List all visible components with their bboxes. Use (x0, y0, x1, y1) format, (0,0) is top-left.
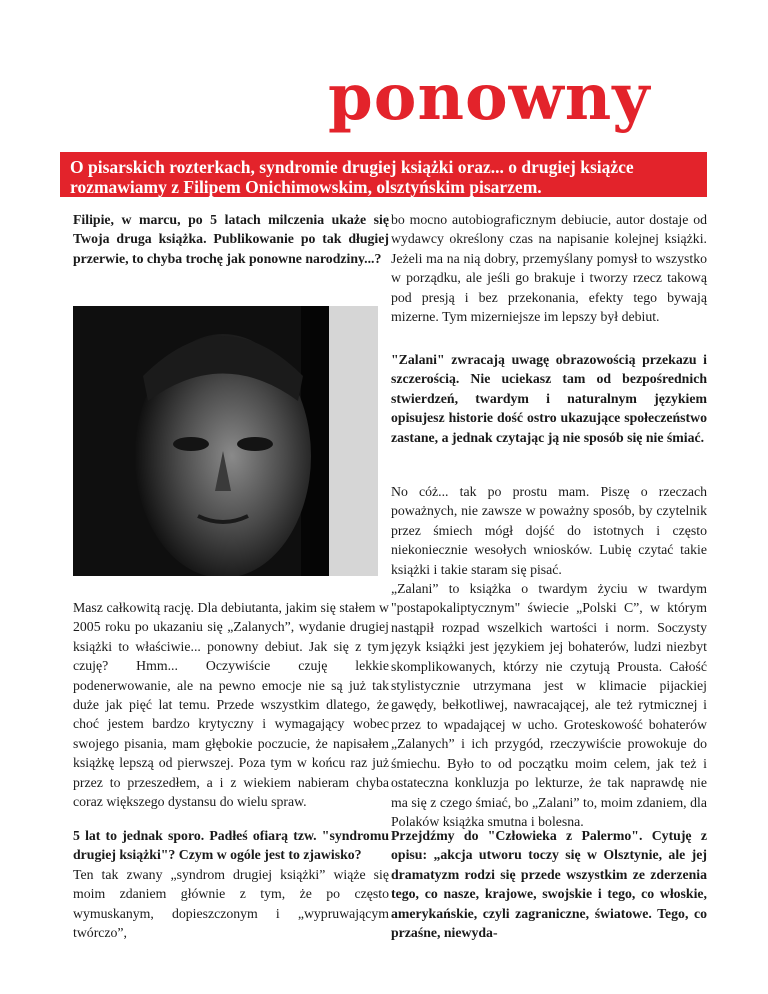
question-3: "Zalani" zwracają uwagę obrazowością przekazu i szczerością. Nie uciekasz tam od bezpośrednich stwierdzeń, twardym i naturalnym językiem opisujesz historie dość ostro ukazujące społeczeństwo zastane, a jednak czytając ją nie sposób się nie śmiać. (391, 352, 707, 445)
magazine-brand: ponowny (328, 60, 651, 135)
author-photo (73, 306, 378, 576)
right-column-answer-3 (391, 482, 707, 831)
right-column-top (391, 210, 707, 326)
right-column-question-4 (391, 826, 707, 942)
answer-2: Ten tak zwany „syndrom drugiej książki” wiąże się moim zdaniem głównie z tym, że po często wymuskanym, dopieszczonym i „wypruwającym twórczo”, (73, 866, 389, 941)
author-portrait-icon (73, 306, 378, 576)
answer-3-part-2: „Zalani” to książka o twardym życiu w twardym "postapokaliptycznym" świecie „Polski C”, w którym nastąpił rozpad wszelkich wartości i norm. Soczysty język książki jest językiem jej bohaterów, ludzi niezbyt skomplikowanych, którzy nie czytują Prousta. Całość stylistycznie utrzymana jest w klimacie pijackiej gawędy, bełkotliwej, nawracającej, ale też rytmicznej i przez to wpadającej w ucho. Groteskowość bohaterów „Zalanych” i ich przygód, rzeczywiście prowokuje do śmiechu. Było to od początku moim celem, jak też i ostateczna konkluzja po lekturze, że tak naprawdę nie ma się z czego śmiać, bo „Zalani” to, moim zdaniem, dla Polaków książka smutna i bolesna. (391, 581, 707, 829)
question-4: Przejdźmy do "Człowieka z Palermo". Cytuję z opisu: „akcja utworu toczy się w Olsztynie, ale jej dramatyzm rodzi się przede wszystkim ze zderzenia tego, co nasze, krajowe, swojskie i tego, co włoskie, amerykańskie, czyli zagraniczne, światowe. Tego, co przaśne, niewyda- (391, 828, 707, 941)
answer-2-continued: bo mocno autobiograficznym debiucie, autor dostaje od wydawcy określony czas na napisanie kolejnej książki. Jeżeli ma na nią dobry, przemyślany pomysł to wszystko w porządku, ale jeśli go brakuje i tworzy rzecz takową pod presją i bez przekonania, efekty tego bywają mizerne. Tym mizerniejsze im lepszy był debiut. (391, 212, 707, 325)
right-column-question-3 (391, 350, 707, 447)
left-column-top (73, 210, 389, 268)
left-column-answer (73, 598, 389, 811)
question-1: Filipie, w marcu, po 5 latach milczenia ukaże się Twoja druga książka. Publikowanie po tak długiej przerwie, to chyba trochę jak ponowne narodziny...? (73, 212, 389, 266)
question-2: 5 lat to jednak sporo. Padłeś ofiarą tzw. "syndromu drugiej książki"? Czym w ogóle jest to zjawisko? (73, 828, 389, 863)
left-column-bottom (73, 826, 389, 942)
answer-1: Masz całkowitą rację. Dla debiutanta, jakim się stałem w 2005 roku po ukazaniu się „Zalanych”, wydanie drugiej książki to właściwie... ponowny debiut. Jak się z tym czuję? Hmm... Oczywiście czuję lekkie podenerwowanie, ale na pewno emocje nie są już tak duże jak pięć lat temu. Przede wszystkim dlatego, że choć jestem bardzo krytyczny i wymagający wobec swojego pisania, mam głębokie poczucie, że napisałem książkę lepszą od pierwszej. Poza tym w końcu raz już przez to przeszedłem, a i z wiekiem nabieram chyba coraz większego dystansu do wielu spraw. (73, 600, 389, 810)
article-headline: O pisarskich rozterkach, syndromie drugiej książki oraz... o drugiej książce rozmawiamy z Filipem Onichimowskim, olsztyńskim pisarzem. (60, 152, 707, 197)
answer-3-part-1: No cóż... tak po prostu mam. Piszę o rzeczach poważnych, nie zawsze w poważny sposób, by czytelnik przez śmiech mógł dojść do istotnych i często niekoniecznie wesołych wniosków. Lubię czytać takie książki i takie staram się pisać. (391, 484, 707, 577)
